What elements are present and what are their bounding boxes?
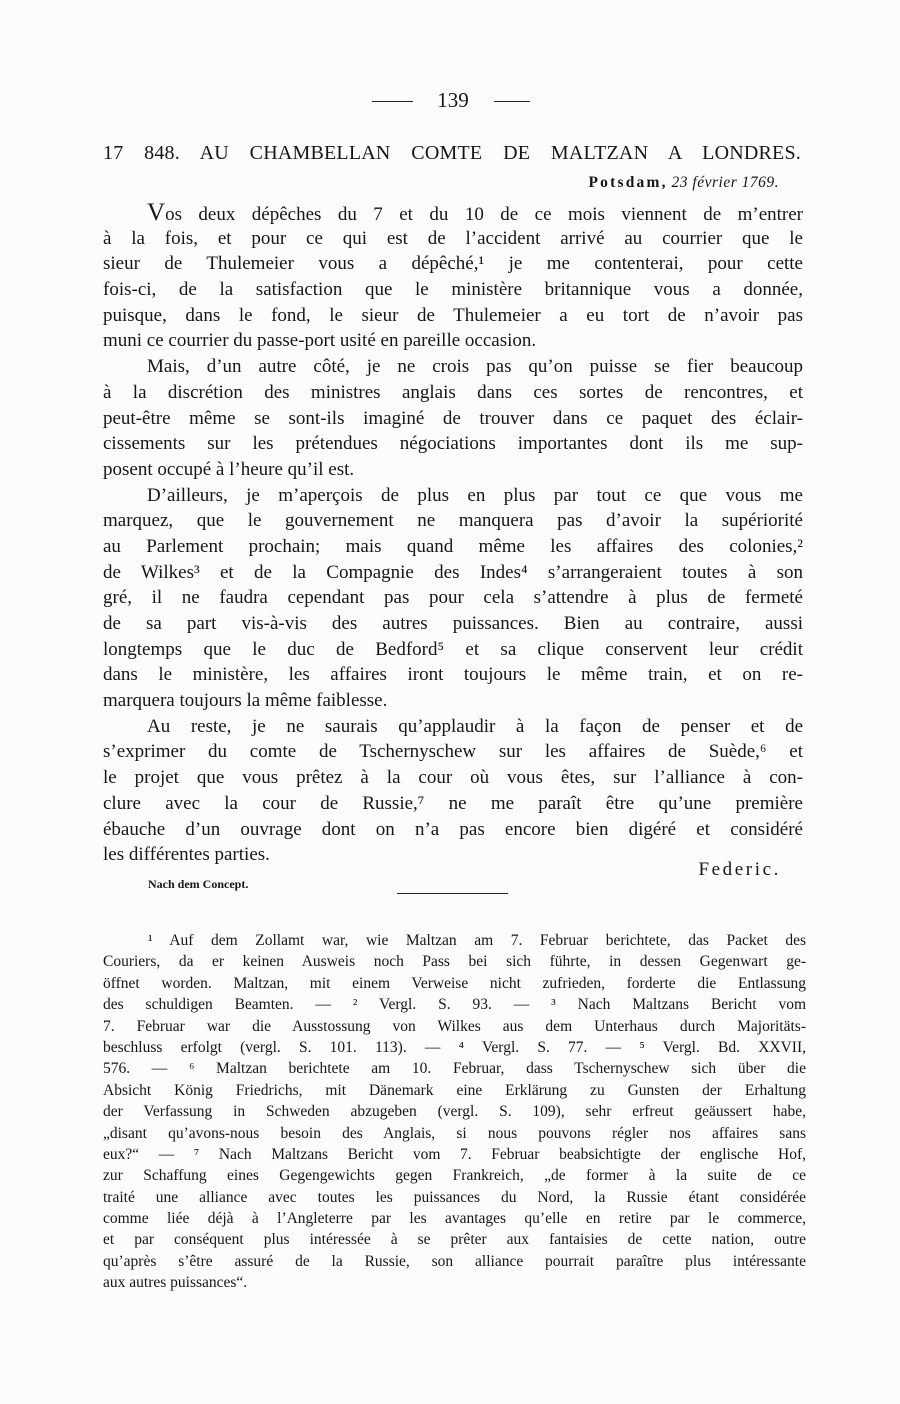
body-line: posent occupé à l’heure qu’il est. [103, 458, 355, 480]
footnote-line: et par conséquent plus intéressée à se prêter aux fantaisies de cette nation, outre [103, 1231, 806, 1249]
footnote-line: des schuldigen Beamten. — ² Vergl. S. 93. — ³ Nach Maltzans Bericht vom [103, 996, 806, 1014]
body-line: marquez, que le gouvernement ne manquera pas d’avoir la supériorité [103, 510, 803, 532]
body-line: longtemps que le duc de Bedford⁵ et sa clique conservent leur crédit [103, 638, 803, 660]
source-note: Nach dem Concept. [148, 877, 249, 891]
footnote-line: aux autres puissances“. [103, 1274, 248, 1292]
paragraph [103, 714, 803, 868]
dateline [589, 172, 780, 194]
dateline-date: 23 février 1769. [671, 174, 779, 191]
footnotes [103, 930, 806, 1294]
footnote-line: der Verfassung in Schweden abzugeben (vergl. S. 109), sehr erfreut geäussert habe, [103, 1103, 806, 1121]
paragraph [103, 354, 803, 482]
body-line: Vos deux dépêches du 7 et du 10 de ce mois viennent de m’entrer [147, 199, 803, 226]
body-line: de sa part vis-à-vis des autres puissances. Bien au contraire, aussi [103, 613, 803, 634]
body-line: les différentes parties. [103, 844, 270, 866]
body-line: s’exprimer du comte de Tschernyschew sur les affaires de Suède,⁶ et [103, 741, 803, 763]
footnote-line: „disant qu’avons-nous besoin des Anglais, si nous pouvons régler nos affaires sans [103, 1124, 806, 1142]
body-line: peut-être même se sont-ils imaginé de trouver dans ce paquet des éclair- [103, 407, 803, 429]
footnote-line: eux?“ — ⁷ Nach Maltzans Bericht vom 7. Februar beabsichtigte der englische Hof, [103, 1145, 806, 1163]
dateline-place: Potsdam, [588, 174, 668, 191]
body-line: D’ailleurs, je m’aperçois de plus en plus par tout ce que vous me [147, 484, 803, 506]
letter-title: 17 848. AU CHAMBELLAN COMTE DE MALTZAN A LONDRES. [103, 142, 801, 164]
footnote-line: Couriers, da er keinen Ausweis noch Pass bei sich führte, in dessen Gegenwart ge- [103, 953, 806, 971]
body-line: Au reste, je ne saurais qu’applaudir à la façon de penser et de [147, 715, 803, 737]
page-number-left-rule [372, 101, 413, 102]
body-line: fois-ci, de la satisfaction que le ministère britannique vous a donnée, [103, 279, 803, 301]
paragraph [103, 200, 803, 354]
body-line: le projet que vous prêtez à la cour où vous êtes, sur l’alliance à con- [103, 767, 803, 789]
body-line: à la discrétion des ministres anglais dans ces sortes de rencontres, et [103, 381, 803, 403]
footnote-line: ¹ Auf dem Zollamt war, wie Maltzan am 7. Februar berichtete, das Packet des [148, 932, 806, 949]
footnote-separator [397, 893, 508, 894]
footnote-line: beschluss erfolgt (vergl. S. 101. 113). — ⁴ Vergl. S. 77. — ⁵ Vergl. Bd. XXVII, [103, 1038, 806, 1056]
body-line: à la fois, et pour ce qui est de l’accident arrivé au courrier que le [103, 227, 803, 249]
footnote-line: qu’après s’être assuré de la Russie, son alliance pourrait paraître plus intéressante [103, 1252, 806, 1270]
body-line: Mais, d’un autre côté, je ne crois pas qu’on puisse se fier beaucoup [147, 356, 803, 378]
body-line: cissements sur les prétendues négociations importantes dont ils me sup- [103, 433, 803, 455]
footnote-line: 7. Februar war die Ausstossung von Wilkes aus dem Unterhaus durch Majoritäts- [103, 1017, 806, 1035]
page-number-right-rule [494, 101, 530, 102]
footnote-line: zur Schaffung eines Gegengewichts gegen Frankreich, „de former à la suite de ce [103, 1167, 806, 1185]
body-line: de Wilkes³ et de la Compagnie des Indes⁴ s’arrangeraient toutes à son [103, 561, 803, 583]
body-line: clure avec la cour de Russie,⁷ ne me paraît être qu’une première [103, 792, 803, 814]
footnote-line: öffnet worden. Maltzan, mit einem Verweise nicht zufrieden, forderte die Entlassung [103, 974, 806, 992]
body-line: sieur de Thulemeier vous a dépêché,¹ je me contenterai, pour cette [103, 253, 803, 275]
letter-body [103, 200, 803, 868]
body-line: gré, il ne faudra cependant pas pour cela s’attendre à plus de fermeté [103, 587, 803, 609]
body-line: puisque, dans le fond, le sieur de Thulemeier a eu tort de n’avoir pas [103, 304, 803, 326]
paragraph [103, 483, 803, 714]
footnote-line: 576. — ⁶ Maltzan berichtete am 10. Februar, dass Tschernyschew sich über die [103, 1060, 806, 1078]
body-line: muni ce courrier du passe-port usité en pareille occasion. [103, 330, 537, 352]
page-number: 139 [437, 88, 469, 112]
footnote-line: comme liée déjà à l’Angleterre par les avantages qu’elle en retire par le commerce, [103, 1210, 806, 1228]
body-line: dans le ministère, les affaires iront toujours le même train, et on re- [103, 664, 803, 686]
body-line: marquera toujours la même faiblesse. [103, 690, 388, 712]
footnote-line: Absicht König Friedrichs, mit Dänemark eine Erklärung zu Gunsten der Erhaltung [103, 1081, 806, 1099]
footnote-line: traité une alliance avec toutes les puissances du Nord, la Russie étant considérée [103, 1188, 806, 1206]
body-line: au Parlement prochain; mais quand même les affaires des colonies,² [103, 535, 803, 557]
body-line: ébauche d’un ouvrage dont on n’a pas encore bien digéré et considéré [103, 818, 803, 840]
signature: Federic. [698, 859, 781, 880]
